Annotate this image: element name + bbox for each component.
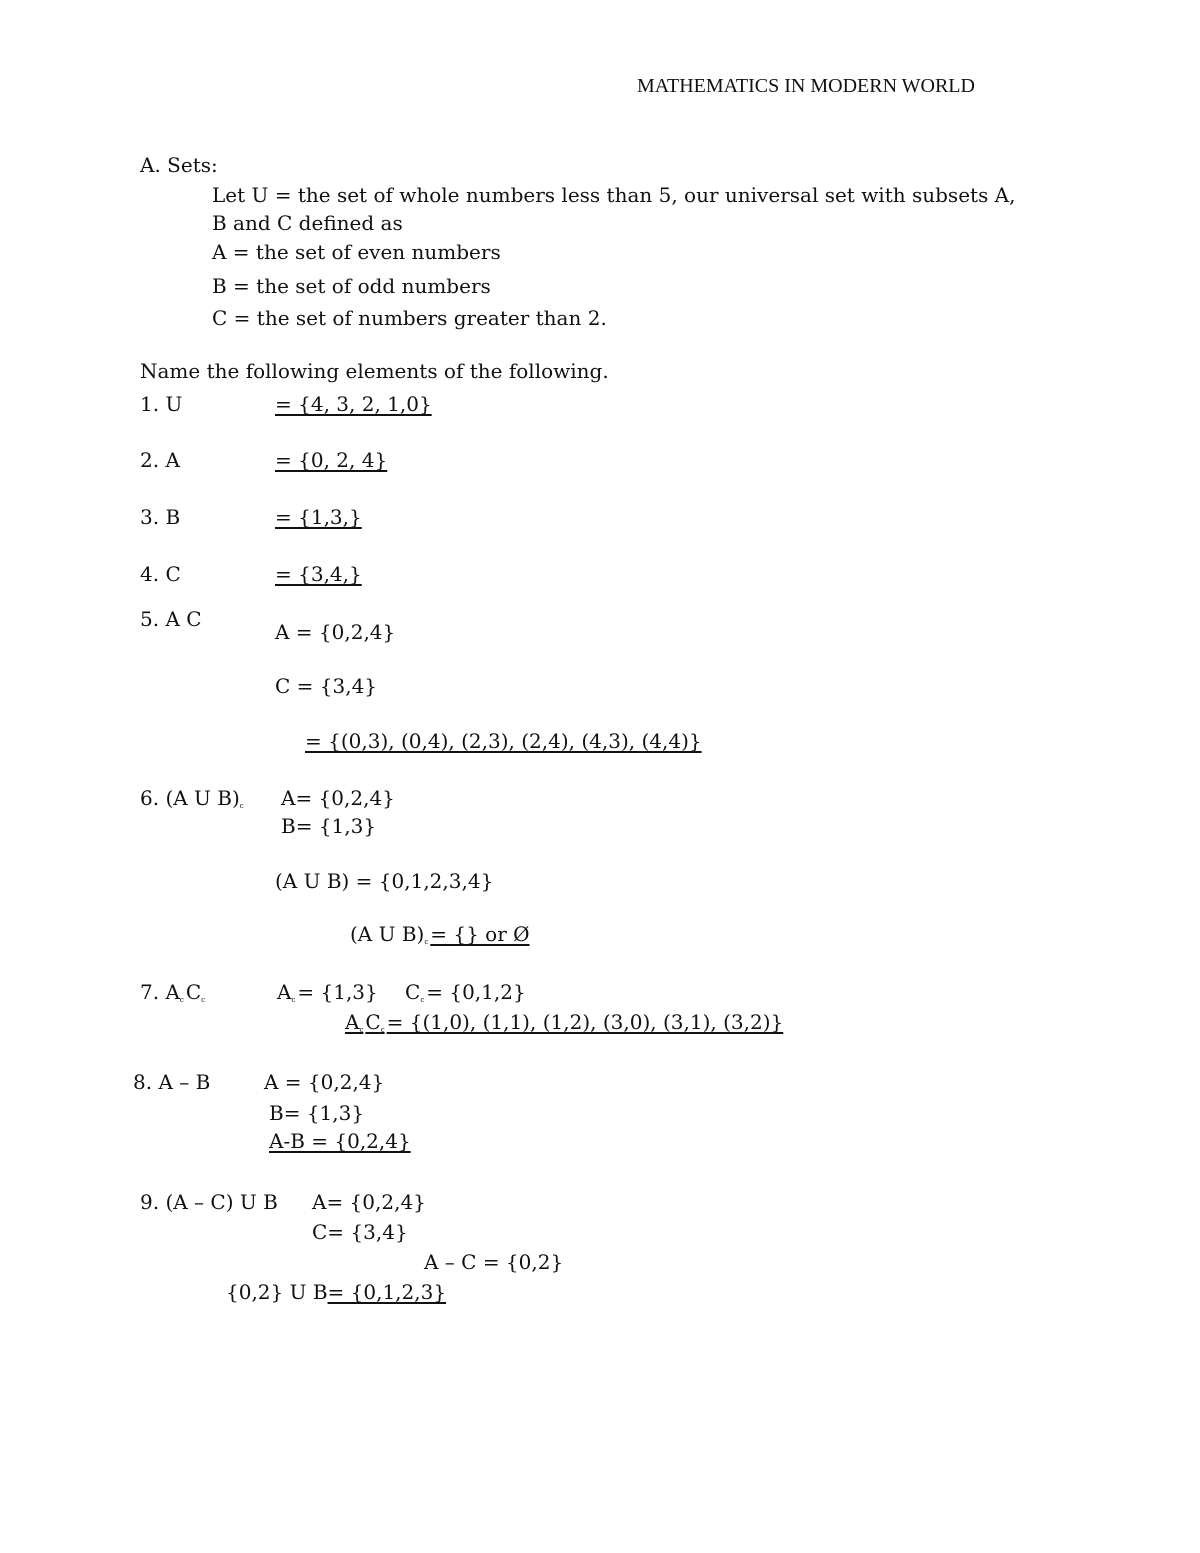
q8-answer: A-B = {0,2,4} [269, 1129, 411, 1153]
complement-mark: c [359, 1026, 364, 1034]
q7-a-complement [277, 980, 378, 1012]
q6-final-prefix: (A U B) [350, 922, 425, 946]
q5-answer: = {(0,3), (0,4), (2,3), (2,4), (4,3), (4,4)} [305, 729, 702, 753]
q2-label: 2. A [140, 448, 180, 472]
q5-label: 5. A C [140, 607, 202, 631]
q8-label: 8. A – B [133, 1070, 211, 1094]
q6-answer: = {} or Ø [430, 922, 530, 946]
definition-c: C = the set of numbers greater than 2. [212, 306, 607, 330]
q9-final-prefix: {0,2} U B [226, 1280, 328, 1304]
q6-union: (A U B) = {0,1,2,3,4} [275, 869, 494, 893]
q7-ac-value: = {1,3} [297, 980, 378, 1004]
q5-set-c: C = {3,4} [275, 674, 378, 698]
q7-answer-b: C [365, 1010, 381, 1034]
complement-mark: c [420, 996, 425, 1004]
q3-answer: = {1,3,} [275, 505, 362, 529]
q7-label [140, 980, 207, 1012]
q9-answer: = {0,1,2,3} [327, 1280, 447, 1304]
q6-set-a: A= {0,2,4} [281, 786, 395, 810]
q7-label-b: C [185, 980, 202, 1004]
q7-cc-value: = {0,1,2} [426, 980, 526, 1004]
complement-mark: c [424, 938, 429, 946]
q6-final [350, 922, 530, 954]
q7-label-a: 7. A [140, 980, 180, 1004]
q9-label: 9. (A – C) U B [140, 1190, 278, 1214]
q6-set-b: B= {1,3} [281, 814, 377, 838]
complement-mark: c [179, 996, 184, 1004]
complement-mark: c [239, 802, 244, 810]
q6-label [140, 786, 246, 818]
complement-mark: c [380, 1026, 385, 1034]
q1-label: 1. U [140, 392, 183, 416]
definition-b: B = the set of odd numbers [212, 274, 491, 298]
instruction: Name the following elements of the following. [140, 359, 609, 383]
page-header: MATHEMATICS IN MODERN WORLD [637, 75, 975, 97]
q7-cc-label: C [405, 980, 421, 1004]
q7-ac-label: A [277, 980, 292, 1004]
q7-answer-value: = {(1,0), (1,1), (1,2), (3,0), (3,1), (3,2)} [386, 1010, 784, 1034]
intro-line-2: B and C defined as [212, 211, 403, 235]
q7-c-complement [405, 980, 526, 1012]
q7-answer [345, 1010, 783, 1042]
q9-set-c: C= {3,4} [312, 1220, 408, 1244]
q5-set-a: A = {0,2,4} [275, 620, 396, 644]
q7-answer-a: A [345, 1010, 360, 1034]
complement-mark: c [201, 996, 206, 1004]
q4-label: 4. C [140, 562, 181, 586]
complement-mark: c [291, 996, 296, 1004]
q9-difference: A – C = {0,2} [424, 1250, 564, 1274]
q1-answer: = {4, 3, 2, 1,0} [275, 392, 432, 416]
q4-answer: = {3,4,} [275, 562, 362, 586]
section-heading: A. Sets: [140, 153, 218, 177]
q6-label-text: 6. (A U B) [140, 786, 240, 810]
q3-label: 3. B [140, 505, 181, 529]
q8-set-b: B= {1,3} [269, 1101, 365, 1125]
q2-answer: = {0, 2, 4} [275, 448, 388, 472]
intro-line-1: Let U = the set of whole numbers less than 5, our universal set with subsets A, [212, 183, 1016, 207]
q8-set-a: A = {0,2,4} [264, 1070, 385, 1094]
q9-final [226, 1280, 446, 1304]
q9-set-a: A= {0,2,4} [312, 1190, 426, 1214]
definition-a: A = the set of even numbers [212, 240, 501, 264]
